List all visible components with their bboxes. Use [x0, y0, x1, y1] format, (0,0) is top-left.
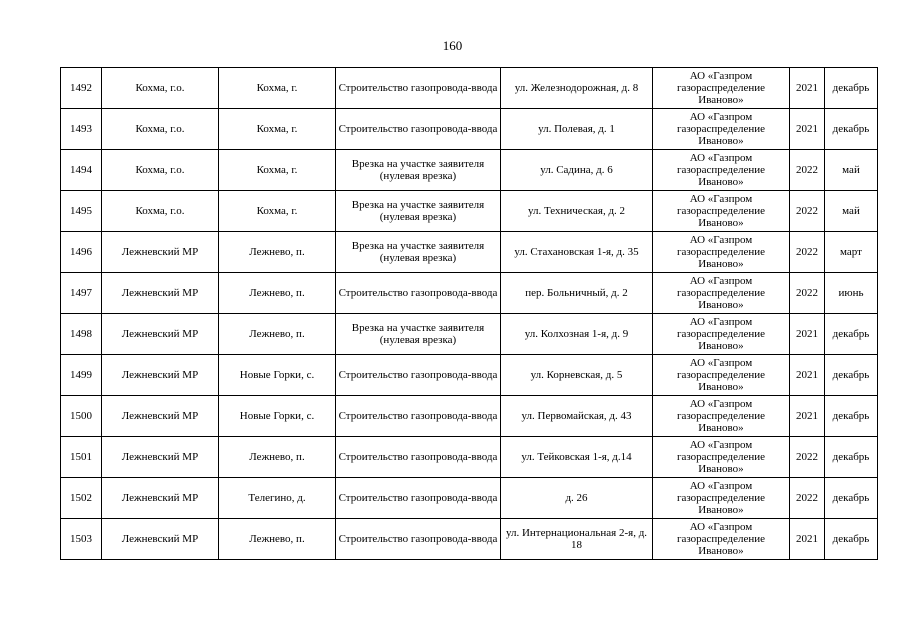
- year: 2022: [790, 273, 825, 314]
- month: декабрь: [825, 68, 878, 109]
- district: Лежневский МР: [102, 519, 219, 560]
- table-row: [61, 519, 878, 560]
- table-row: [61, 68, 878, 109]
- month: май: [825, 191, 878, 232]
- month: декабрь: [825, 314, 878, 355]
- address: ул. Колхозная 1-я, д. 9: [501, 314, 653, 355]
- organization: АО «Газпром газораспределение Иваново»: [653, 519, 790, 560]
- year: 2021: [790, 396, 825, 437]
- organization: АО «Газпром газораспределение Иваново»: [653, 314, 790, 355]
- row-number: 1500: [61, 396, 102, 437]
- district: Лежневский МР: [102, 478, 219, 519]
- year: 2021: [790, 109, 825, 150]
- year: 2021: [790, 355, 825, 396]
- locality: Кохма, г.: [219, 109, 336, 150]
- work-type: Строительство газопровода-ввода: [336, 437, 501, 478]
- organization: АО «Газпром газораспределение Иваново»: [653, 396, 790, 437]
- table-row: [61, 314, 878, 355]
- table-row: [61, 109, 878, 150]
- work-type: Строительство газопровода-ввода: [336, 519, 501, 560]
- row-number: 1494: [61, 150, 102, 191]
- table-row: [61, 355, 878, 396]
- locality: Лежнево, п.: [219, 232, 336, 273]
- address: ул. Полевая, д. 1: [501, 109, 653, 150]
- row-number: 1492: [61, 68, 102, 109]
- address: ул. Техническая, д. 2: [501, 191, 653, 232]
- work-type: Врезка на участке заявителя (нулевая врезка): [336, 314, 501, 355]
- work-type: Врезка на участке заявителя (нулевая врезка): [336, 232, 501, 273]
- month: март: [825, 232, 878, 273]
- row-number: 1495: [61, 191, 102, 232]
- locality: Лежнево, п.: [219, 314, 336, 355]
- page-number: 160: [442, 38, 463, 53]
- locality: Новые Горки, с.: [219, 396, 336, 437]
- address: ул. Корневская, д. 5: [501, 355, 653, 396]
- district: Лежневский МР: [102, 232, 219, 273]
- month: декабрь: [825, 355, 878, 396]
- organization: АО «Газпром газораспределение Иваново»: [653, 150, 790, 191]
- table-row: [61, 232, 878, 273]
- address: ул. Железнодорожная, д. 8: [501, 68, 653, 109]
- month: декабрь: [825, 396, 878, 437]
- address: пер. Больничный, д. 2: [501, 273, 653, 314]
- organization: АО «Газпром газораспределение Иваново»: [653, 109, 790, 150]
- locality: Лежнево, п.: [219, 437, 336, 478]
- year: 2022: [790, 437, 825, 478]
- work-type: Врезка на участке заявителя (нулевая врезка): [336, 191, 501, 232]
- organization: АО «Газпром газораспределение Иваново»: [653, 437, 790, 478]
- month: декабрь: [825, 478, 878, 519]
- row-number: 1501: [61, 437, 102, 478]
- organization: АО «Газпром газораспределение Иваново»: [653, 191, 790, 232]
- district: Кохма, г.о.: [102, 68, 219, 109]
- month: май: [825, 150, 878, 191]
- district: Лежневский МР: [102, 355, 219, 396]
- address: д. 26: [501, 478, 653, 519]
- month: декабрь: [825, 109, 878, 150]
- district: Кохма, г.о.: [102, 109, 219, 150]
- table-row: [61, 191, 878, 232]
- address: ул. Тейковская 1-я, д.14: [501, 437, 653, 478]
- year: 2021: [790, 314, 825, 355]
- locality: Телегино, д.: [219, 478, 336, 519]
- year: 2022: [790, 150, 825, 191]
- year: 2022: [790, 191, 825, 232]
- address: ул. Интернациональная 2-я, д. 18: [501, 519, 653, 560]
- organization: АО «Газпром газораспределение Иваново»: [653, 478, 790, 519]
- year: 2022: [790, 478, 825, 519]
- district: Лежневский МР: [102, 396, 219, 437]
- locality: Лежнево, п.: [219, 273, 336, 314]
- address: ул. Стахановская 1-я, д. 35: [501, 232, 653, 273]
- district: Лежневский МР: [102, 273, 219, 314]
- month: декабрь: [825, 519, 878, 560]
- address: ул. Первомайская, д. 43: [501, 396, 653, 437]
- year: 2021: [790, 68, 825, 109]
- organization: АО «Газпром газораспределение Иваново»: [653, 68, 790, 109]
- work-type: Строительство газопровода-ввода: [336, 109, 501, 150]
- organization: АО «Газпром газораспределение Иваново»: [653, 355, 790, 396]
- district: Лежневский МР: [102, 314, 219, 355]
- work-type: Строительство газопровода-ввода: [336, 478, 501, 519]
- work-type: Строительство газопровода-ввода: [336, 396, 501, 437]
- organization: АО «Газпром газораспределение Иваново»: [653, 273, 790, 314]
- table-row: [61, 396, 878, 437]
- table-row: [61, 150, 878, 191]
- table-row: [61, 437, 878, 478]
- row-number: 1503: [61, 519, 102, 560]
- table-row: [61, 273, 878, 314]
- locality: Кохма, г.: [219, 150, 336, 191]
- row-number: 1502: [61, 478, 102, 519]
- row-number: 1493: [61, 109, 102, 150]
- gas-connection-table: [60, 67, 878, 560]
- table-row: [61, 478, 878, 519]
- locality: Кохма, г.: [219, 191, 336, 232]
- row-number: 1497: [61, 273, 102, 314]
- year: 2022: [790, 232, 825, 273]
- work-type: Строительство газопровода-ввода: [336, 355, 501, 396]
- organization: АО «Газпром газораспределение Иваново»: [653, 232, 790, 273]
- row-number: 1498: [61, 314, 102, 355]
- district: Кохма, г.о.: [102, 191, 219, 232]
- locality: Кохма, г.: [219, 68, 336, 109]
- row-number: 1496: [61, 232, 102, 273]
- month: июнь: [825, 273, 878, 314]
- district: Кохма, г.о.: [102, 150, 219, 191]
- row-number: 1499: [61, 355, 102, 396]
- locality: Лежнево, п.: [219, 519, 336, 560]
- month: декабрь: [825, 437, 878, 478]
- address: ул. Садина, д. 6: [501, 150, 653, 191]
- work-type: Строительство газопровода-ввода: [336, 68, 501, 109]
- district: Лежневский МР: [102, 437, 219, 478]
- work-type: Врезка на участке заявителя (нулевая врезка): [336, 150, 501, 191]
- work-type: Строительство газопровода-ввода: [336, 273, 501, 314]
- locality: Новые Горки, с.: [219, 355, 336, 396]
- year: 2021: [790, 519, 825, 560]
